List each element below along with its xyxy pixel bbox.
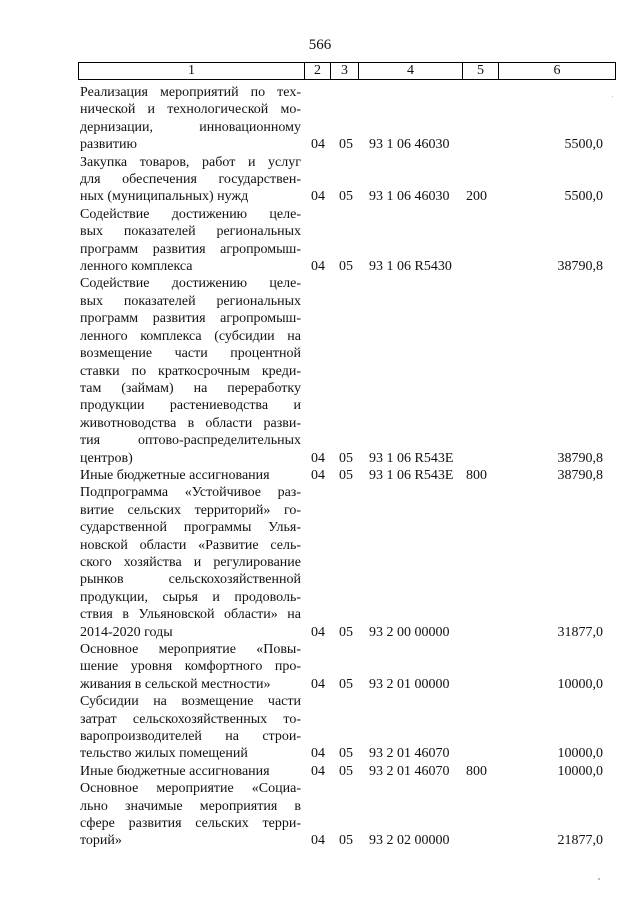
section-code: 04 bbox=[311, 189, 325, 205]
description-line: нической и технологической мо- bbox=[80, 102, 301, 118]
table-row bbox=[0, 154, 640, 206]
description-line: льно значимые мероприятия в bbox=[80, 798, 301, 814]
description-line: сударственной программы Улья- bbox=[80, 520, 301, 536]
target-code: 93 1 06 R5430 bbox=[369, 259, 452, 275]
description-line: торий» bbox=[80, 833, 122, 849]
description-line: развитию bbox=[80, 137, 137, 153]
description-line: продукции растениеводства и bbox=[80, 398, 301, 414]
subsection-code: 05 bbox=[339, 746, 353, 762]
table-row bbox=[0, 693, 640, 763]
section-code: 04 bbox=[311, 259, 325, 275]
table-row bbox=[0, 763, 640, 780]
header-col-4: 4 bbox=[407, 63, 414, 78]
table-header-row bbox=[78, 62, 616, 80]
row-description bbox=[80, 484, 301, 641]
section-code: 04 bbox=[311, 450, 325, 466]
description-line: вых показателей региональных bbox=[80, 293, 301, 309]
page-number: 566 bbox=[308, 37, 332, 53]
amount: 38790,8 bbox=[557, 450, 603, 466]
section-code: 04 bbox=[311, 746, 325, 762]
description-line: Подпрограмма «Устойчивое раз- bbox=[80, 485, 301, 501]
row-description bbox=[80, 84, 301, 154]
amount: 10000,0 bbox=[557, 746, 603, 762]
target-code: 93 2 02 00000 bbox=[369, 833, 450, 849]
expense-type-code: 800 bbox=[466, 467, 487, 483]
description-line: дернизации, инновационному bbox=[80, 119, 301, 135]
row-description bbox=[80, 780, 301, 850]
subsection-code: 05 bbox=[339, 189, 353, 205]
subsection-code: 05 bbox=[339, 624, 353, 640]
subsection-code: 05 bbox=[339, 467, 353, 483]
target-code: 93 1 06 46030 bbox=[369, 189, 450, 205]
description-line: ленного комплекса bbox=[80, 259, 193, 275]
description-line: Основное мероприятие «Социа- bbox=[80, 781, 301, 797]
description-line: витие сельских территорий» го- bbox=[80, 502, 301, 518]
subsection-code: 05 bbox=[339, 137, 353, 153]
header-col-6: 6 bbox=[553, 63, 561, 78]
description-line: Содействие достижению целе- bbox=[80, 276, 301, 292]
row-description bbox=[80, 467, 301, 484]
description-line: ставки по краткосрочным креди- bbox=[80, 363, 301, 379]
subsection-code: 05 bbox=[339, 763, 353, 779]
description-line: программ развития агропромыш- bbox=[80, 241, 301, 257]
section-code: 04 bbox=[311, 676, 325, 692]
description-line: живания в сельской местности» bbox=[80, 676, 271, 692]
description-line: Реализация мероприятий по тех- bbox=[80, 85, 301, 100]
section-code: 04 bbox=[311, 467, 325, 483]
description-line: 2014-2020 годы bbox=[80, 624, 173, 640]
target-code: 93 2 01 46070 bbox=[369, 746, 450, 762]
section-code: 04 bbox=[311, 137, 325, 153]
description-line: шение уровня комфортного про- bbox=[80, 659, 301, 675]
subsection-code: 05 bbox=[339, 833, 353, 849]
amount: 5500,0 bbox=[564, 189, 603, 205]
header-col-5: 5 bbox=[477, 63, 484, 78]
description-line: рынков сельскохозяйственной bbox=[80, 572, 301, 588]
target-code: 93 2 01 46070 bbox=[369, 763, 450, 779]
budget-table-body bbox=[0, 84, 640, 850]
description-line: ствия в Ульяновской области» на bbox=[80, 607, 301, 623]
row-description bbox=[80, 275, 301, 466]
table-row bbox=[0, 484, 640, 641]
amount: 10000,0 bbox=[557, 763, 603, 779]
row-description bbox=[80, 154, 301, 206]
header-col-1: 1 bbox=[188, 63, 195, 78]
section-code: 04 bbox=[311, 624, 325, 640]
subsection-code: 05 bbox=[339, 450, 353, 466]
description-line: животноводства в области разви- bbox=[80, 415, 301, 431]
subsection-code: 05 bbox=[339, 259, 353, 275]
target-code: 93 1 06 R543E bbox=[369, 450, 454, 466]
row-description bbox=[80, 206, 301, 276]
amount: 21877,0 bbox=[557, 833, 603, 849]
header-col-3: 3 bbox=[341, 63, 348, 78]
description-line: Иные бюджетные ассигнования bbox=[80, 763, 270, 779]
row-description bbox=[80, 641, 301, 693]
description-line: тельство жилых помещений bbox=[80, 746, 248, 762]
header-col-2: 2 bbox=[314, 63, 321, 78]
section-code: 04 bbox=[311, 763, 325, 779]
description-line: там (займам) на переработку bbox=[80, 380, 301, 396]
amount: 38790,8 bbox=[557, 259, 603, 275]
description-line: ных (муниципальных) нужд bbox=[80, 189, 249, 205]
description-line: Закупка товаров, работ и услуг bbox=[80, 154, 301, 170]
target-code: 93 1 06 46030 bbox=[369, 137, 450, 153]
table-row bbox=[0, 84, 640, 154]
amount: 38790,8 bbox=[557, 467, 603, 483]
description-line: ского хозяйства и регулирование bbox=[80, 554, 301, 570]
description-line: программ развития агропромыш- bbox=[80, 311, 301, 327]
subsection-code: 05 bbox=[339, 676, 353, 692]
description-line: Основное мероприятие «Повы- bbox=[80, 642, 301, 657]
description-line: центров) bbox=[80, 450, 133, 466]
table-row bbox=[0, 275, 640, 466]
description-line: возмещение части процентной bbox=[80, 346, 301, 362]
amount: 10000,0 bbox=[557, 676, 603, 692]
scan-speck bbox=[598, 878, 600, 880]
target-code: 93 2 01 00000 bbox=[369, 676, 450, 692]
description-line: тия оптово-распределительных bbox=[80, 433, 301, 449]
table-row bbox=[0, 206, 640, 276]
expense-type-code: 200 bbox=[466, 189, 487, 205]
section-code: 04 bbox=[311, 833, 325, 849]
description-line: варопроизводителей на строи- bbox=[80, 729, 301, 745]
table-row bbox=[0, 641, 640, 693]
table-row bbox=[0, 780, 640, 850]
description-line: затрат сельскохозяйственных то- bbox=[80, 711, 301, 727]
amount: 5500,0 bbox=[564, 137, 603, 153]
row-description bbox=[80, 763, 301, 780]
description-line: Содействие достижению целе- bbox=[80, 206, 301, 222]
description-line: новской области «Развитие сель- bbox=[80, 537, 301, 553]
description-line: вых показателей региональных bbox=[80, 224, 301, 240]
description-line: ленного комплекса (субсидии на bbox=[80, 328, 301, 344]
description-line: для обеспечения государствен- bbox=[80, 172, 301, 188]
target-code: 93 1 06 R543E bbox=[369, 467, 454, 483]
expense-type-code: 800 bbox=[466, 763, 487, 779]
target-code: 93 2 00 00000 bbox=[369, 624, 450, 640]
description-line: продукции, сырья и продоволь- bbox=[80, 589, 301, 605]
description-line: Иные бюджетные ассигнования bbox=[80, 467, 270, 483]
description-line: сфере развития сельских терри- bbox=[80, 816, 301, 832]
description-line: Субсидии на возмещение части bbox=[80, 694, 301, 710]
scan-speck bbox=[612, 96, 613, 97]
amount: 31877,0 bbox=[557, 624, 603, 640]
row-description bbox=[80, 693, 301, 763]
table-row bbox=[0, 467, 640, 484]
